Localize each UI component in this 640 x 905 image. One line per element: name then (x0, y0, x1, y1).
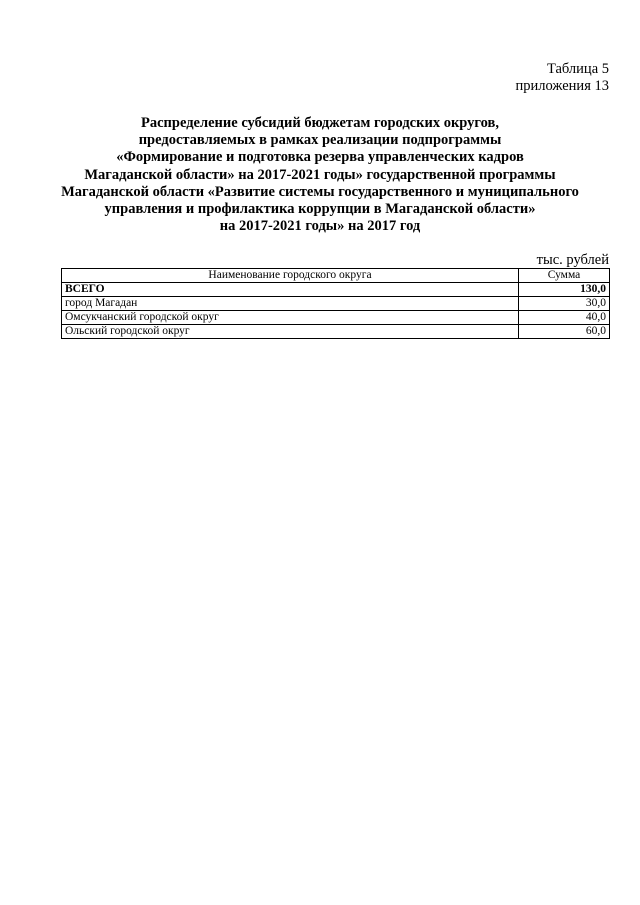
subsidy-table (61, 268, 610, 339)
district-name: Омсукчанский городской округ (62, 311, 519, 325)
title-line: управления и профилактика коррупции в Магаданской области» (104, 201, 536, 218)
column-header-amount: Сумма (519, 269, 610, 283)
title-line: «Формирование и подготовка резерва управленческих кадров (116, 149, 524, 166)
title-line: Магаданской области» на 2017-2021 годы» государственной программы (84, 166, 556, 183)
column-header-name: Наименование городского округа (62, 269, 519, 283)
table-row (62, 311, 610, 325)
table-total-row (62, 283, 610, 297)
table-reference (516, 61, 609, 95)
table-header-row (62, 269, 610, 283)
title-line: предоставляемых в рамках реализации подпрограммы (138, 132, 502, 149)
district-name: Ольский городской округ (62, 325, 519, 339)
units-label: тыс. рублей (536, 252, 609, 268)
title-line: на 2017-2021 годы» на 2017 год (219, 218, 421, 235)
title-line: Распределение субсидий бюджетам городских округов, (141, 115, 499, 131)
table-row (62, 325, 610, 339)
district-amount: 30,0 (519, 297, 610, 311)
table-label: Таблица 5 (546, 61, 609, 77)
total-label: ВСЕГО (62, 283, 519, 297)
district-amount: 40,0 (519, 311, 610, 325)
district-amount: 60,0 (519, 325, 610, 339)
appendix-label: приложения 13 (515, 78, 609, 94)
total-amount: 130,0 (519, 283, 610, 297)
document-title (30, 115, 610, 235)
district-name: город Магадан (62, 297, 519, 311)
title-line: Магаданской области «Развитие системы государственного и муниципального (61, 183, 579, 200)
table-row (62, 297, 610, 311)
